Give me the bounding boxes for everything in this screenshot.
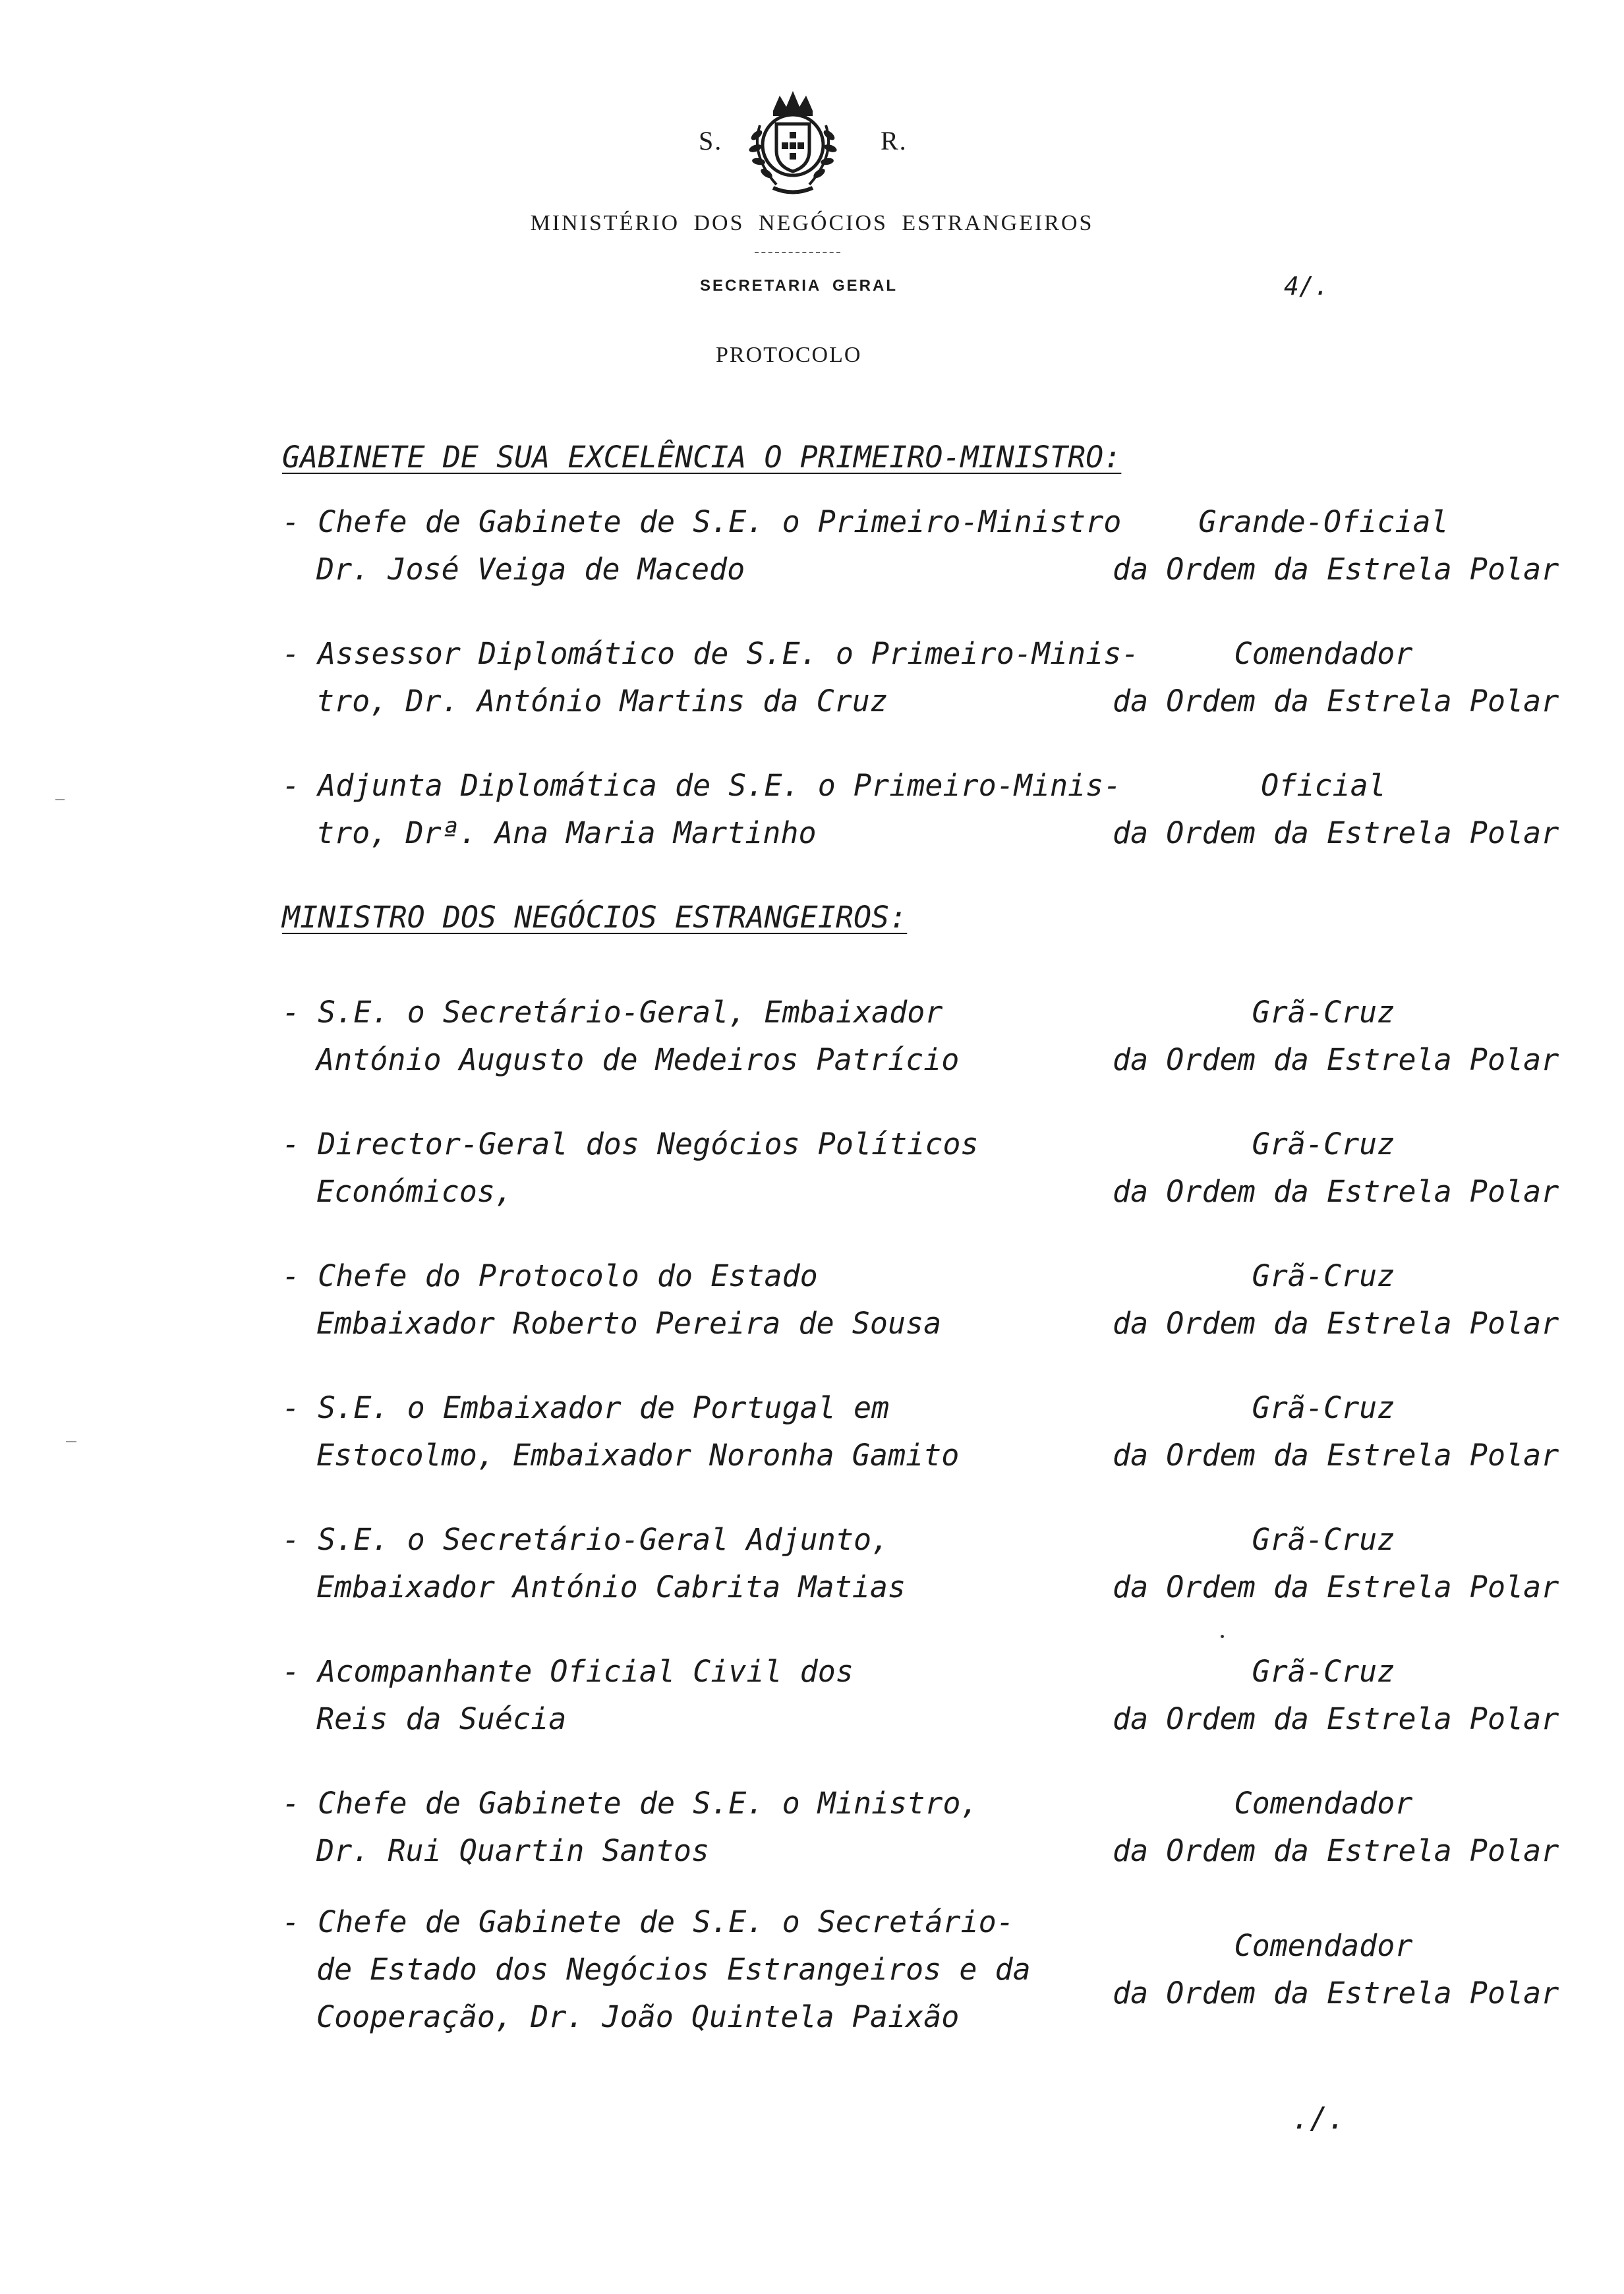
section-heading-prime-minister: GABINETE DE SUA EXCELÊNCIA O PRIMEIRO-MINISTRO: xyxy=(282,440,1122,475)
award-grade: Grã-Cruz xyxy=(1252,1522,1395,1557)
award-order: da Ordem da Estrela Polar xyxy=(1113,1042,1559,1077)
entry-line: - Assessor Diplomático de S.E. o Primeiro-Minis- xyxy=(282,636,1140,671)
award-order: da Ordem da Estrela Polar xyxy=(1113,1833,1559,1868)
award-order: da Ordem da Estrela Polar xyxy=(1113,1570,1559,1604)
award-grade: Grã-Cruz xyxy=(1252,1258,1395,1293)
award-grade: Grã-Cruz xyxy=(1252,1390,1395,1425)
entry-line: tro, Dr. António Martins da Cruz xyxy=(316,684,888,719)
entry-line: - S.E. o Embaixador de Portugal em xyxy=(282,1390,890,1425)
entry-line: - Chefe de Gabinete de S.E. o Ministro, xyxy=(282,1786,979,1821)
scan-speck xyxy=(1221,1635,1224,1638)
award-order: da Ordem da Estrela Polar xyxy=(1113,1306,1559,1341)
award-grade: Oficial xyxy=(1261,768,1386,803)
award-grade: Grande-Oficial xyxy=(1198,504,1449,539)
entry-line: tro, Drª. Ana Maria Martinho xyxy=(316,815,817,850)
award-order: da Ordem da Estrela Polar xyxy=(1113,1701,1559,1736)
entry-line: António Augusto de Medeiros Patrício xyxy=(316,1042,960,1077)
entry-line: - Chefe de Gabinete de S.E. o Primeiro-Ministro xyxy=(282,504,1122,539)
award-order: da Ordem da Estrela Polar xyxy=(1113,552,1559,587)
letterhead xyxy=(0,86,1624,428)
entry-line: Embaixador Roberto Pereira de Sousa xyxy=(316,1306,942,1341)
page-number: 4/. xyxy=(1284,272,1329,301)
award-order: da Ordem da Estrela Polar xyxy=(1113,815,1559,850)
award-order: da Ordem da Estrela Polar xyxy=(1113,684,1559,719)
entry-line: - S.E. o Secretário-Geral Adjunto, xyxy=(282,1522,890,1557)
ministry-divider xyxy=(755,252,840,253)
entry-line: - Acompanhante Oficial Civil dos xyxy=(282,1654,854,1689)
entry-line: - Chefe de Gabinete de S.E. o Secretário- xyxy=(282,1904,1014,1939)
award-order: da Ordem da Estrela Polar xyxy=(1113,1976,1559,2011)
entry-line: Embaixador António Cabrita Matias xyxy=(316,1570,906,1604)
entry-line: Económicos, xyxy=(316,1174,513,1209)
letterhead-left-letter: S. xyxy=(699,126,723,156)
entry-line: - Director-Geral dos Negócios Políticos xyxy=(282,1127,979,1162)
entry-line: Reis da Suécia xyxy=(316,1701,567,1736)
entry-line: Cooperação, Dr. João Quintela Paixão xyxy=(316,1999,960,2034)
entry-line: - S.E. o Secretário-Geral, Embaixador xyxy=(282,995,943,1030)
section-heading-foreign-minister: MINISTRO DOS NEGÓCIOS ESTRANGEIROS: xyxy=(282,900,908,935)
letterhead-right-letter: R. xyxy=(881,126,908,156)
entry-line: Dr. Rui Quartin Santos xyxy=(316,1833,710,1868)
entry-line: Estocolmo, Embaixador Noronha Gamito xyxy=(316,1438,960,1473)
secretaria-label: SECRETARIA GERAL xyxy=(700,277,898,295)
coat-of-arms-icon xyxy=(737,86,849,198)
award-grade: Comendador xyxy=(1234,1786,1413,1821)
department-label: PROTOCOLO xyxy=(716,343,862,367)
entry-line: - Chefe do Protocolo do Estado xyxy=(282,1258,818,1293)
entry-line: - Adjunta Diplomática de S.E. o Primeiro-Minis- xyxy=(282,768,1122,803)
award-order: da Ordem da Estrela Polar xyxy=(1113,1438,1559,1473)
scan-speck xyxy=(66,1441,76,1442)
award-grade: Grã-Cruz xyxy=(1252,995,1395,1030)
award-grade: Comendador xyxy=(1234,636,1413,671)
award-grade: Grã-Cruz xyxy=(1252,1654,1395,1689)
scan-speck xyxy=(55,799,65,800)
award-grade: Grã-Cruz xyxy=(1252,1127,1395,1162)
award-grade: Comendador xyxy=(1234,1928,1413,1963)
award-order: da Ordem da Estrela Polar xyxy=(1113,1174,1559,1209)
continuation-mark: ./. xyxy=(1292,2101,1346,2136)
entry-line: Dr. José Veiga de Macedo xyxy=(316,552,745,587)
ministry-name: MINISTÉRIO DOS NEGÓCIOS ESTRANGEIROS xyxy=(530,211,1094,235)
entry-line: de Estado dos Negócios Estrangeiros e da xyxy=(316,1952,1031,1987)
